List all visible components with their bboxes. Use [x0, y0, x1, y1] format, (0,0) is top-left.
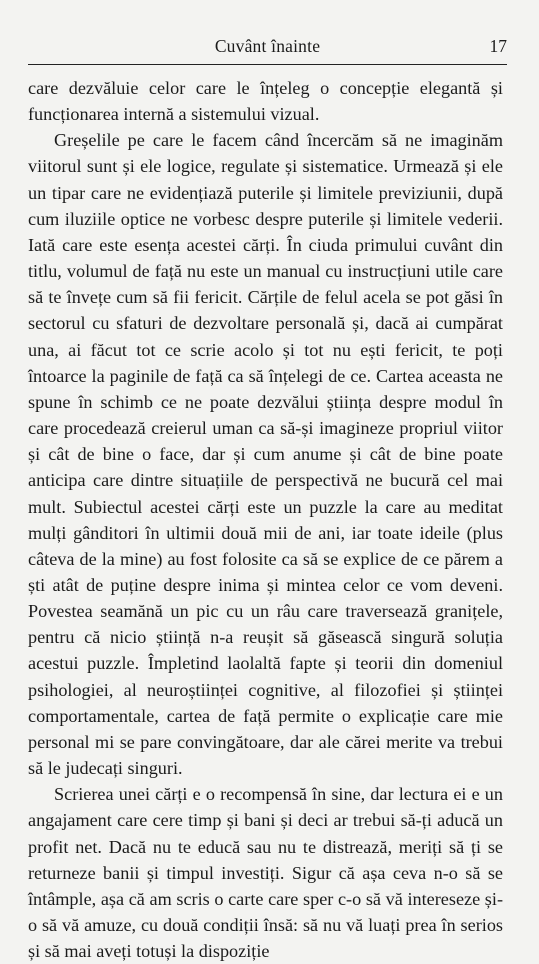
paragraph-errors-of-imagination: Greșelile pe care le facem când încercăm să ne imaginăm viitorul sunt și ele logice, regulate și sistematice. Urmează și ele un tipar care ne evidențiază puterile și limitele previziunii, după cum iluziile optice ne vorbesc despre puterile și limitele vederii. Iată care este esența acestei cărți. În ciuda primului cuvânt din titlu, volumul de față nu este un manual cu instrucțiuni utile care să te învețe cum să fii fericit. Cărțile de felul acela se pot găsi în sectorul cu sfaturi de dezvoltare personală și, dacă ai cumpărat una, ai făcut tot ce scrie acolo și tot nu ești fericit, te poți întoarce la paginile de față ca să înțelegi de ce. Cartea aceasta ne spune în schimb ce ne poate dezvălui știința despre modul în care procedează creierul uman ca să-și imagineze propriul viitor și cât de bine o face, dar și cum anume și cât de bine poate anticipa care dintre situațiile de perspectivă ne bucură cel mai mult. Subiectul acestei cărți este un puzzle la care au meditat mulți gânditori în ultimii două mii de ani, iar toate ideile (plus câteva de la mine) au fost folosite ca să se explice de ce părem a ști atât de puține despre inima și mintea celor ce vom deveni. Povestea seamănă un pic cu un râu care traversează granițele, pentru că nicio știință n-a reușit să găsească singură soluția acestui puzzle. Împletind laolaltă fapte și teorii din domeniul psihologiei, al neuroștiinței cognitive, al filozofiei și științei comportamentale, cartea de față permite o explicație care mie personal mi se pare convingătoare, dar ale cărei merite va trebui să le judecați singuri. [28, 130, 503, 779]
paragraph-continuation: care dezvăluie celor care le înțeleg o concepție elegantă și funcționarea internă a sistemului vizual. [28, 78, 503, 125]
page-number: 17 [489, 36, 507, 56]
header-rule [28, 64, 507, 65]
paragraph-writing-a-book: Scrierea unei cărți e o recompensă în sine, dar lectura ei e un angajament care cere timp și bani și deci ar trebui să-ți aducă un profit net. Dacă nu te educă sau nu te distrează, meriți să ți se returneze banii și timpul investiți. Sigur că așa ceva n-o să se întâmple, așa că am scris o carte care sper c-o să vă intereseze și-o să vă amuze, cu două condiții însă: să nu vă luați prea în serios și să mai aveți totuși la dispoziție [28, 784, 503, 962]
running-header [28, 36, 507, 64]
body-text [28, 75, 503, 964]
running-title: Cuvânt înainte [214, 36, 321, 56]
